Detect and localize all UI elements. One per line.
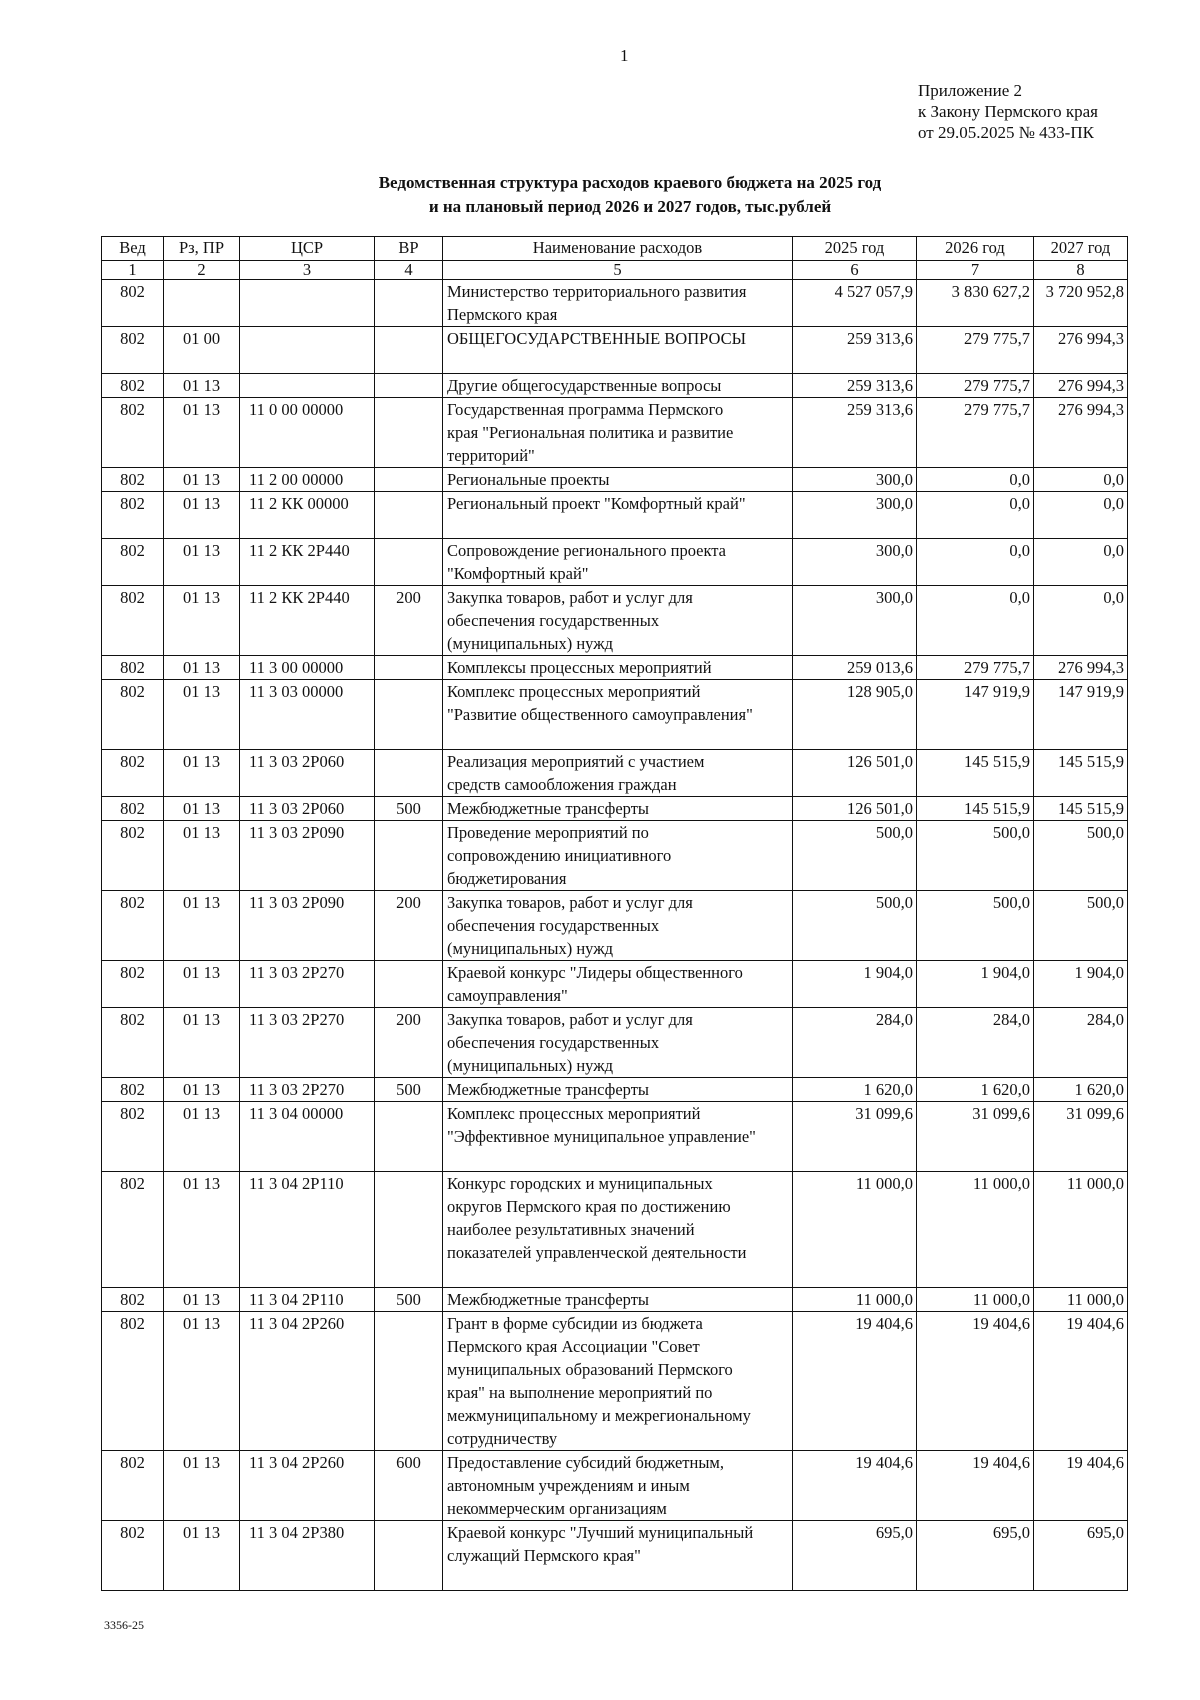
- column-number: 4: [375, 261, 443, 280]
- name-line: Краевой конкурс "Лидеры общественного: [447, 963, 743, 982]
- table-row: [102, 468, 1128, 492]
- cell-ved: 802: [102, 327, 164, 374]
- cell-rz-pr: 01 13: [164, 492, 240, 539]
- cell-vr: 200: [375, 1008, 443, 1078]
- cell-name: [443, 961, 793, 1008]
- cell-2027: 19 404,6: [1034, 1312, 1128, 1451]
- table-row: [102, 1451, 1128, 1521]
- document-code: 3356-25: [104, 1618, 144, 1632]
- cell-vr: 200: [375, 891, 443, 961]
- cell-2025: 259 313,6: [793, 398, 917, 468]
- cell-ved: 802: [102, 1312, 164, 1451]
- name-line: Закупка товаров, работ и услуг для: [447, 1010, 693, 1029]
- cell-2026: 145 515,9: [917, 797, 1034, 821]
- name-line: Предоставление субсидий бюджетным,: [447, 1453, 724, 1472]
- cell-csr: 11 3 03 2Р060: [240, 750, 375, 797]
- cell-2027: 19 404,6: [1034, 1451, 1128, 1521]
- column-number: 1: [102, 261, 164, 280]
- name-line: Закупка товаров, работ и услуг для: [447, 588, 693, 607]
- cell-2027: 695,0: [1034, 1521, 1128, 1591]
- cell-2025: 300,0: [793, 492, 917, 539]
- cell-ved: 802: [102, 374, 164, 398]
- cell-csr: [240, 374, 375, 398]
- name-line: Комплексы процессных мероприятий: [447, 658, 712, 677]
- cell-name: [443, 374, 793, 398]
- cell-2026: 147 919,9: [917, 680, 1034, 750]
- header-rz-pr: Рз, ПР: [164, 237, 240, 261]
- cell-2027: 11 000,0: [1034, 1172, 1128, 1288]
- cell-2025: 128 905,0: [793, 680, 917, 750]
- cell-vr: 200: [375, 586, 443, 656]
- cell-name: [443, 1078, 793, 1102]
- cell-2025: 1 620,0: [793, 1078, 917, 1102]
- name-line: сотрудничеству: [447, 1429, 558, 1448]
- cell-csr: 11 3 04 2Р380: [240, 1521, 375, 1591]
- name-line: некоммерческим организациям: [447, 1499, 667, 1518]
- cell-name: [443, 539, 793, 586]
- table-row: [102, 891, 1128, 961]
- title-line: и на плановый период 2026 и 2027 годов, тыс.рублей: [428, 197, 832, 216]
- cell-name: [443, 586, 793, 656]
- cell-name: [443, 468, 793, 492]
- cell-ved: 802: [102, 1288, 164, 1312]
- cell-2027: 147 919,9: [1034, 680, 1128, 750]
- cell-2025: 19 404,6: [793, 1312, 917, 1451]
- cell-vr: [375, 468, 443, 492]
- table-row: [102, 327, 1128, 374]
- cell-2026: 3 830 627,2: [917, 280, 1034, 327]
- cell-rz-pr: 01 13: [164, 539, 240, 586]
- name-line: Закупка товаров, работ и услуг для: [447, 893, 693, 912]
- cell-vr: [375, 539, 443, 586]
- name-line: обеспечения государственных: [447, 611, 660, 630]
- cell-name: [443, 1102, 793, 1172]
- cell-name: [443, 1312, 793, 1451]
- table-row: [102, 539, 1128, 586]
- cell-2027: 276 994,3: [1034, 398, 1128, 468]
- cell-2025: 4 527 057,9: [793, 280, 917, 327]
- cell-csr: 11 3 04 2Р260: [240, 1312, 375, 1451]
- name-line: "Комфортный край": [447, 564, 589, 583]
- cell-ved: 802: [102, 797, 164, 821]
- cell-ved: 802: [102, 891, 164, 961]
- name-line: Проведение мероприятий по: [447, 823, 649, 842]
- cell-2026: 11 000,0: [917, 1288, 1034, 1312]
- cell-csr: 11 3 03 2Р270: [240, 1008, 375, 1078]
- name-line: (муниципальных) нужд: [447, 634, 614, 653]
- table-row: [102, 680, 1128, 750]
- cell-csr: 11 3 03 2Р090: [240, 821, 375, 891]
- cell-2026: 0,0: [917, 492, 1034, 539]
- cell-vr: [375, 374, 443, 398]
- name-line: бюджетирования: [447, 869, 567, 888]
- cell-2027: 276 994,3: [1034, 374, 1128, 398]
- document-title: [300, 171, 960, 219]
- cell-vr: 500: [375, 1078, 443, 1102]
- cell-ved: 802: [102, 1102, 164, 1172]
- cell-name: [443, 280, 793, 327]
- cell-vr: [375, 280, 443, 327]
- name-line: Министерство территориального развития: [447, 282, 747, 301]
- table-header-row: [102, 237, 1128, 261]
- cell-csr: 11 3 03 00000: [240, 680, 375, 750]
- cell-2026: 0,0: [917, 586, 1034, 656]
- column-number: 3: [240, 261, 375, 280]
- cell-vr: [375, 327, 443, 374]
- cell-rz-pr: 01 13: [164, 374, 240, 398]
- cell-ved: 802: [102, 821, 164, 891]
- cell-name: [443, 327, 793, 374]
- cell-ved: 802: [102, 1078, 164, 1102]
- cell-rz-pr: 01 13: [164, 797, 240, 821]
- cell-2026: 0,0: [917, 468, 1034, 492]
- name-line: "Развитие общественного самоуправления": [447, 705, 753, 724]
- cell-ved: 802: [102, 750, 164, 797]
- cell-2027: 1 620,0: [1034, 1078, 1128, 1102]
- cell-ved: 802: [102, 680, 164, 750]
- cell-2026: 279 775,7: [917, 374, 1034, 398]
- header-2026: 2026 год: [917, 237, 1034, 261]
- name-line: автономным учреждениям и иным: [447, 1476, 690, 1495]
- cell-rz-pr: 01 13: [164, 1451, 240, 1521]
- name-line: Межбюджетные трансферты: [447, 799, 650, 818]
- cell-ved: 802: [102, 492, 164, 539]
- cell-rz-pr: 01 13: [164, 1102, 240, 1172]
- cell-ved: 802: [102, 961, 164, 1008]
- cell-2026: 284,0: [917, 1008, 1034, 1078]
- cell-2026: 279 775,7: [917, 398, 1034, 468]
- name-line: Межбюджетные трансферты: [447, 1080, 650, 1099]
- cell-rz-pr: 01 00: [164, 327, 240, 374]
- cell-rz-pr: 01 13: [164, 1312, 240, 1451]
- cell-vr: 600: [375, 1451, 443, 1521]
- cell-2026: 1 904,0: [917, 961, 1034, 1008]
- name-line: ОБЩЕГОСУДАРСТВЕННЫЕ ВОПРОСЫ: [447, 329, 747, 348]
- cell-2027: 11 000,0: [1034, 1288, 1128, 1312]
- name-line: сопровождению инициативного: [447, 846, 672, 865]
- table-row: [102, 1288, 1128, 1312]
- name-line: (муниципальных) нужд: [447, 939, 614, 958]
- name-line: Пермского края: [447, 305, 558, 324]
- cell-name: [443, 1008, 793, 1078]
- cell-rz-pr: 01 13: [164, 1172, 240, 1288]
- cell-ved: 802: [102, 1451, 164, 1521]
- cell-2027: 31 099,6: [1034, 1102, 1128, 1172]
- cell-2026: 279 775,7: [917, 327, 1034, 374]
- cell-ved: 802: [102, 586, 164, 656]
- name-line: края "Региональная политика и развитие: [447, 423, 734, 442]
- header-name: Наименование расходов: [443, 237, 793, 261]
- cell-2027: 0,0: [1034, 539, 1128, 586]
- header-2025: 2025 год: [793, 237, 917, 261]
- cell-vr: [375, 961, 443, 1008]
- name-line: округов Пермского края по достижению: [447, 1197, 731, 1216]
- cell-name: [443, 1521, 793, 1591]
- cell-2027: 276 994,3: [1034, 656, 1128, 680]
- cell-rz-pr: 01 13: [164, 1078, 240, 1102]
- cell-csr: [240, 280, 375, 327]
- cell-ved: 802: [102, 1008, 164, 1078]
- cell-rz-pr: 01 13: [164, 961, 240, 1008]
- table-row: [102, 374, 1128, 398]
- table-row: [102, 1102, 1128, 1172]
- cell-2027: 145 515,9: [1034, 750, 1128, 797]
- cell-csr: 11 3 04 00000: [240, 1102, 375, 1172]
- table-row: [102, 1172, 1128, 1288]
- cell-2026: 11 000,0: [917, 1172, 1034, 1288]
- cell-ved: 802: [102, 539, 164, 586]
- cell-2027: 0,0: [1034, 468, 1128, 492]
- cell-vr: [375, 656, 443, 680]
- name-line: Комплекс процессных мероприятий: [447, 682, 701, 701]
- budget-rows: [102, 280, 1128, 1591]
- cell-2026: 500,0: [917, 821, 1034, 891]
- cell-csr: 11 3 00 00000: [240, 656, 375, 680]
- cell-rz-pr: 01 13: [164, 468, 240, 492]
- table-row: [102, 1008, 1128, 1078]
- cell-rz-pr: 01 13: [164, 656, 240, 680]
- table-row: [102, 1312, 1128, 1451]
- cell-2026: 19 404,6: [917, 1451, 1034, 1521]
- cell-2026: 19 404,6: [917, 1312, 1034, 1451]
- name-line: Реализация мероприятий с участием: [447, 752, 705, 771]
- cell-rz-pr: 01 13: [164, 586, 240, 656]
- cell-name: [443, 797, 793, 821]
- name-line: межмуниципальному и межрегиональному: [447, 1406, 751, 1425]
- table-row: [102, 398, 1128, 468]
- cell-ved: 802: [102, 468, 164, 492]
- table-row: [102, 1521, 1128, 1591]
- cell-2025: 11 000,0: [793, 1288, 917, 1312]
- cell-vr: [375, 680, 443, 750]
- name-line: "Эффективное муниципальное управление": [447, 1127, 756, 1146]
- cell-name: [443, 656, 793, 680]
- cell-2025: 300,0: [793, 539, 917, 586]
- cell-csr: 11 3 03 2Р060: [240, 797, 375, 821]
- title-line: Ведомственная структура расходов краевого бюджета на 2025 год: [378, 173, 882, 192]
- cell-csr: 11 3 03 2Р090: [240, 891, 375, 961]
- name-line: Комплекс процессных мероприятий: [447, 1104, 701, 1123]
- cell-2027: 0,0: [1034, 586, 1128, 656]
- cell-2025: 1 904,0: [793, 961, 917, 1008]
- table-row: [102, 797, 1128, 821]
- cell-2025: 695,0: [793, 1521, 917, 1591]
- column-number: 8: [1034, 261, 1128, 280]
- cell-rz-pr: 01 13: [164, 1288, 240, 1312]
- cell-2026: 0,0: [917, 539, 1034, 586]
- cell-vr: [375, 821, 443, 891]
- cell-2026: 1 620,0: [917, 1078, 1034, 1102]
- name-line: Краевой конкурс "Лучший муниципальный: [447, 1523, 754, 1542]
- cell-vr: [375, 1172, 443, 1288]
- cell-csr: 11 3 03 2Р270: [240, 961, 375, 1008]
- appendix-line: от 29.05.2025 № 433-ПК: [918, 123, 1094, 142]
- name-line: Пермского края Ассоциации "Совет: [447, 1337, 700, 1356]
- cell-2026: 145 515,9: [917, 750, 1034, 797]
- budget-table: [101, 236, 1128, 1591]
- cell-2027: 500,0: [1034, 821, 1128, 891]
- cell-csr: 11 3 04 2Р260: [240, 1451, 375, 1521]
- name-line: Грант в форме субсидии из бюджета: [447, 1314, 703, 1333]
- cell-2025: 259 013,6: [793, 656, 917, 680]
- name-line: муниципальных образований Пермского: [447, 1360, 733, 1379]
- name-line: Конкурс городских и муниципальных: [447, 1174, 713, 1193]
- cell-vr: [375, 1521, 443, 1591]
- cell-2025: 500,0: [793, 891, 917, 961]
- name-line: Межбюджетные трансферты: [447, 1290, 650, 1309]
- name-line: средств самообложения граждан: [447, 775, 677, 794]
- cell-vr: 500: [375, 1288, 443, 1312]
- table-row: [102, 586, 1128, 656]
- name-line: обеспечения государственных: [447, 1033, 660, 1052]
- cell-2026: 31 099,6: [917, 1102, 1034, 1172]
- cell-2027: 0,0: [1034, 492, 1128, 539]
- cell-2025: 259 313,6: [793, 374, 917, 398]
- name-line: (муниципальных) нужд: [447, 1056, 614, 1075]
- name-line: Сопровождение регионального проекта: [447, 541, 727, 560]
- cell-rz-pr: 01 13: [164, 1521, 240, 1591]
- cell-csr: 11 3 04 2Р110: [240, 1288, 375, 1312]
- cell-vr: 500: [375, 797, 443, 821]
- column-number: 2: [164, 261, 240, 280]
- table-row: [102, 280, 1128, 327]
- column-number: 5: [443, 261, 793, 280]
- name-line: Региональный проект "Комфортный край": [447, 494, 746, 513]
- column-number: 7: [917, 261, 1034, 280]
- cell-csr: 11 3 03 2Р270: [240, 1078, 375, 1102]
- cell-2025: 300,0: [793, 468, 917, 492]
- cell-name: [443, 1288, 793, 1312]
- cell-name: [443, 750, 793, 797]
- appendix-line: к Закону Пермского края: [918, 102, 1099, 121]
- cell-rz-pr: 01 13: [164, 680, 240, 750]
- cell-ved: 802: [102, 280, 164, 327]
- table-row: [102, 821, 1128, 891]
- cell-2025: 259 313,6: [793, 327, 917, 374]
- cell-2027: 284,0: [1034, 1008, 1128, 1078]
- name-line: территорий": [447, 446, 535, 465]
- cell-ved: 802: [102, 1172, 164, 1288]
- name-line: наиболее результативных значений: [447, 1220, 695, 1239]
- cell-csr: 11 2 КК 2Р440: [240, 539, 375, 586]
- cell-2026: 695,0: [917, 1521, 1034, 1591]
- appendix-reference: [918, 80, 1098, 143]
- cell-name: [443, 821, 793, 891]
- page-number: 1: [620, 46, 629, 65]
- name-line: Другие общегосударственные вопросы: [447, 376, 722, 395]
- header-csr: ЦСР: [240, 237, 375, 261]
- cell-rz-pr: [164, 280, 240, 327]
- header-2027: 2027 год: [1034, 237, 1128, 261]
- cell-2025: 300,0: [793, 586, 917, 656]
- cell-vr: [375, 492, 443, 539]
- cell-2025: 126 501,0: [793, 750, 917, 797]
- cell-name: [443, 398, 793, 468]
- name-line: показателей управленческой деятельности: [447, 1243, 747, 1262]
- cell-2027: 1 904,0: [1034, 961, 1128, 1008]
- cell-ved: 802: [102, 656, 164, 680]
- cell-vr: [375, 750, 443, 797]
- cell-2027: 145 515,9: [1034, 797, 1128, 821]
- cell-name: [443, 492, 793, 539]
- name-line: Государственная программа Пермского: [447, 400, 724, 419]
- cell-rz-pr: 01 13: [164, 821, 240, 891]
- cell-rz-pr: 01 13: [164, 398, 240, 468]
- cell-rz-pr: 01 13: [164, 1008, 240, 1078]
- cell-name: [443, 1451, 793, 1521]
- cell-csr: 11 2 КК 2Р440: [240, 586, 375, 656]
- name-line: Региональные проекты: [447, 470, 610, 489]
- cell-2026: 279 775,7: [917, 656, 1034, 680]
- cell-name: [443, 1172, 793, 1288]
- cell-2027: 3 720 952,8: [1034, 280, 1128, 327]
- table-row: [102, 656, 1128, 680]
- table-row: [102, 961, 1128, 1008]
- cell-csr: 11 3 04 2Р110: [240, 1172, 375, 1288]
- header-ved: Вед: [102, 237, 164, 261]
- name-line: самоуправления": [447, 986, 568, 1005]
- cell-csr: 11 2 00 00000: [240, 468, 375, 492]
- cell-2025: 19 404,6: [793, 1451, 917, 1521]
- name-line: обеспечения государственных: [447, 916, 660, 935]
- cell-ved: 802: [102, 398, 164, 468]
- cell-name: [443, 680, 793, 750]
- cell-2025: 126 501,0: [793, 797, 917, 821]
- cell-2025: 11 000,0: [793, 1172, 917, 1288]
- column-number-row: [102, 261, 1128, 280]
- cell-2027: 276 994,3: [1034, 327, 1128, 374]
- column-number: 6: [793, 261, 917, 280]
- cell-2027: 500,0: [1034, 891, 1128, 961]
- cell-vr: [375, 1312, 443, 1451]
- cell-2025: 284,0: [793, 1008, 917, 1078]
- header-vr: ВР: [375, 237, 443, 261]
- table-row: [102, 492, 1128, 539]
- table-row: [102, 750, 1128, 797]
- cell-2025: 500,0: [793, 821, 917, 891]
- cell-csr: 11 2 КК 00000: [240, 492, 375, 539]
- cell-vr: [375, 398, 443, 468]
- name-line: служащий Пермского края": [447, 1546, 641, 1565]
- cell-2026: 500,0: [917, 891, 1034, 961]
- cell-name: [443, 891, 793, 961]
- cell-2025: 31 099,6: [793, 1102, 917, 1172]
- name-line: края" на выполнение мероприятий по: [447, 1383, 713, 1402]
- cell-rz-pr: 01 13: [164, 750, 240, 797]
- cell-csr: [240, 327, 375, 374]
- cell-vr: [375, 1102, 443, 1172]
- cell-csr: 11 0 00 00000: [240, 398, 375, 468]
- cell-ved: 802: [102, 1521, 164, 1591]
- cell-rz-pr: 01 13: [164, 891, 240, 961]
- table-row: [102, 1078, 1128, 1102]
- appendix-line: Приложение 2: [918, 81, 1022, 100]
